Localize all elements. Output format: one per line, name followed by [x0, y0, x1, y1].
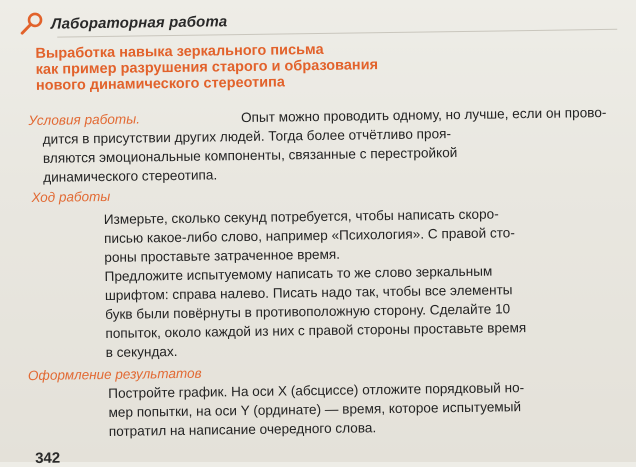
text-line: роны проставьте затраченное время. [104, 246, 341, 265]
title-line: как пример разрушения старого и образования [35, 57, 379, 78]
conditions-label: Условия работы. [28, 111, 141, 129]
page-title [35, 38, 576, 94]
text-line: писью какое-либо слово, например «Психология». С правой сто- [103, 225, 515, 246]
text-line: шрифтом: справа налево. Писать надо так, чтобы все элементы [104, 282, 513, 303]
procedure-section [104, 203, 612, 362]
text-line: вляются эмоциональные компоненты, связанные с перестройкой [42, 145, 458, 166]
text-line: динамического стереотипа. [43, 167, 218, 185]
magnifier-icon [19, 12, 45, 36]
lab-header [19, 9, 228, 36]
text-line: в секундах. [105, 343, 178, 360]
results-label: Оформление результатов [27, 365, 202, 384]
text-line: дится в присутствии других людей. Тогда более отчётливо проя- [42, 126, 452, 147]
text-line: Измерьте, сколько секунд потребуется, чтобы написать скоро- [103, 206, 499, 227]
text-line: попыток, около каждой из них с правой стороны проставьте время [105, 320, 527, 341]
conditions-section [28, 103, 607, 187]
text-line: Предложите испытуемому написать то же слово зеркальным [104, 263, 493, 284]
title-line: нового динамического стереотипа [35, 74, 286, 94]
text-line: потратил на написание очередного слова. [108, 420, 377, 439]
text-line: мер попытки, на оси Y (ординате) — время, которое испытуемый [108, 399, 522, 420]
text-line: букв были повёрнуты в противоположную сторону. Сделайте 10 [105, 301, 511, 322]
lab-header-label: Лабораторная работа [50, 12, 228, 33]
results-section [108, 377, 609, 441]
text-line: Опыт можно проводить одному, но лучше, если он прово- [240, 104, 607, 126]
text-line: Постройте график. На оси X (абсциссе) отложите порядковый но- [108, 380, 525, 401]
procedure-label: Ход работы [31, 188, 111, 205]
page-number: 342 [35, 449, 61, 467]
title-line: Выработка навыка зеркального письма [35, 41, 324, 62]
